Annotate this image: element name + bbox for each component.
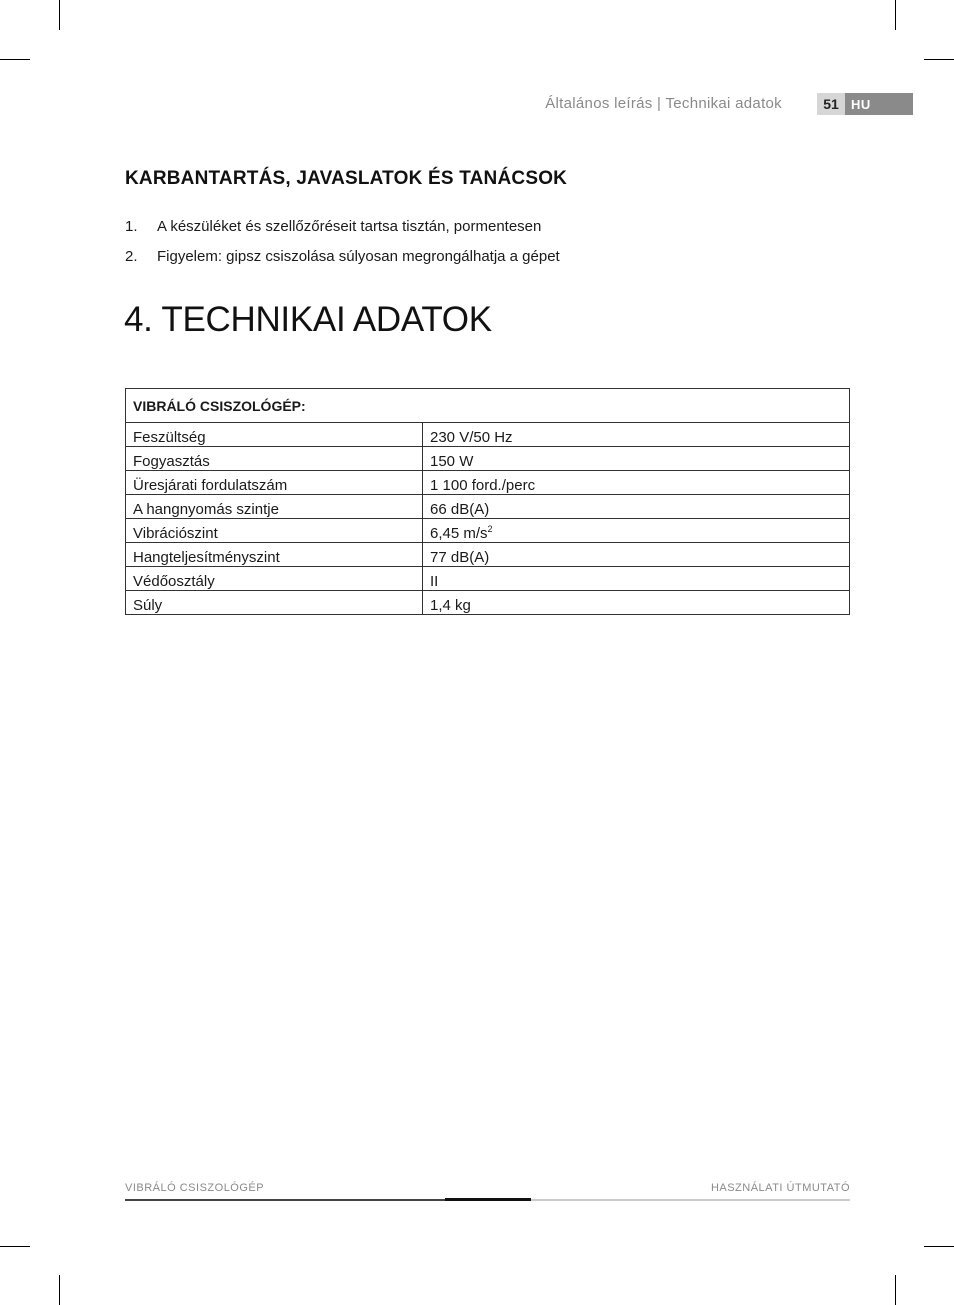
table-header-row: [126, 389, 850, 423]
maintenance-title: KARBANTARTÁS, JAVASLATOK ÉS TANÁCSOK: [125, 168, 568, 189]
spec-value: 6,45 m/s: [430, 525, 488, 542]
footer-manual-name: HASZNÁLATI ÚTMUTATÓ: [710, 1182, 850, 1194]
spec-label: Hangteljesítményszint: [126, 543, 423, 567]
crop-mark: [895, 0, 896, 30]
spec-label: A hangnyomás szintje: [126, 495, 423, 519]
maintenance-list: [125, 218, 560, 278]
spec-value: 77 dB(A): [423, 543, 850, 567]
spec-value-superscript: 2: [487, 524, 493, 534]
spec-label: Védőosztály: [126, 567, 423, 591]
list-item: [125, 248, 560, 278]
table-row: [126, 471, 850, 495]
crop-mark: [59, 0, 60, 30]
spec-value: II: [423, 567, 850, 591]
crop-mark: [924, 1246, 954, 1247]
table-row: [126, 591, 850, 615]
spec-label: Feszültség: [126, 423, 423, 447]
crop-mark: [0, 1246, 30, 1247]
spec-value: 1 100 ford./perc: [423, 471, 850, 495]
header-breadcrumb: Általános leírás | Technikai adatok: [545, 95, 782, 112]
spec-value: 66 dB(A): [423, 495, 850, 519]
crop-mark: [59, 1275, 60, 1305]
table-row: [126, 447, 850, 471]
table-row: [126, 567, 850, 591]
specs-heading: VIBRÁLÓ CSISZOLÓGÉP:: [126, 389, 850, 423]
language-label: HU: [845, 93, 913, 115]
list-item-number: 1.: [125, 218, 138, 235]
spec-label: Fogyasztás: [126, 447, 423, 471]
table-row: [126, 495, 850, 519]
spec-label: Vibrációszint: [126, 519, 423, 543]
specs-table: [125, 388, 850, 615]
table-row: [126, 543, 850, 567]
crop-mark: [0, 59, 30, 60]
crop-mark: [924, 59, 954, 60]
chapter-title: 4. TECHNIKAI ADATOK: [124, 300, 492, 339]
list-item-text: A készüléket és szellőzőréseit tartsa tisztán, pormentesen: [157, 218, 542, 235]
list-item-number: 2.: [125, 248, 138, 265]
spec-label: Üresjárati fordulatszám: [126, 471, 423, 495]
spec-label: Súly: [126, 591, 423, 615]
table-row: [126, 423, 850, 447]
footer-product-name: VIBRÁLÓ CSISZOLÓGÉP: [125, 1182, 265, 1194]
spec-value: 1,4 kg: [423, 591, 850, 615]
spec-value: 150 W: [423, 447, 850, 471]
spec-value: 230 V/50 Hz: [423, 423, 850, 447]
list-item-text: Figyelem: gipsz csiszolása súlyosan megrongálhatja a gépet: [157, 248, 560, 265]
page-number: 51: [817, 93, 845, 115]
crop-mark: [895, 1275, 896, 1305]
spec-value-cell: [423, 519, 850, 543]
list-item: [125, 218, 560, 248]
footer-divider-light: [530, 1199, 850, 1201]
page-tab: [817, 93, 913, 115]
table-row: [126, 519, 850, 543]
footer-accent-bar: [445, 1198, 531, 1201]
